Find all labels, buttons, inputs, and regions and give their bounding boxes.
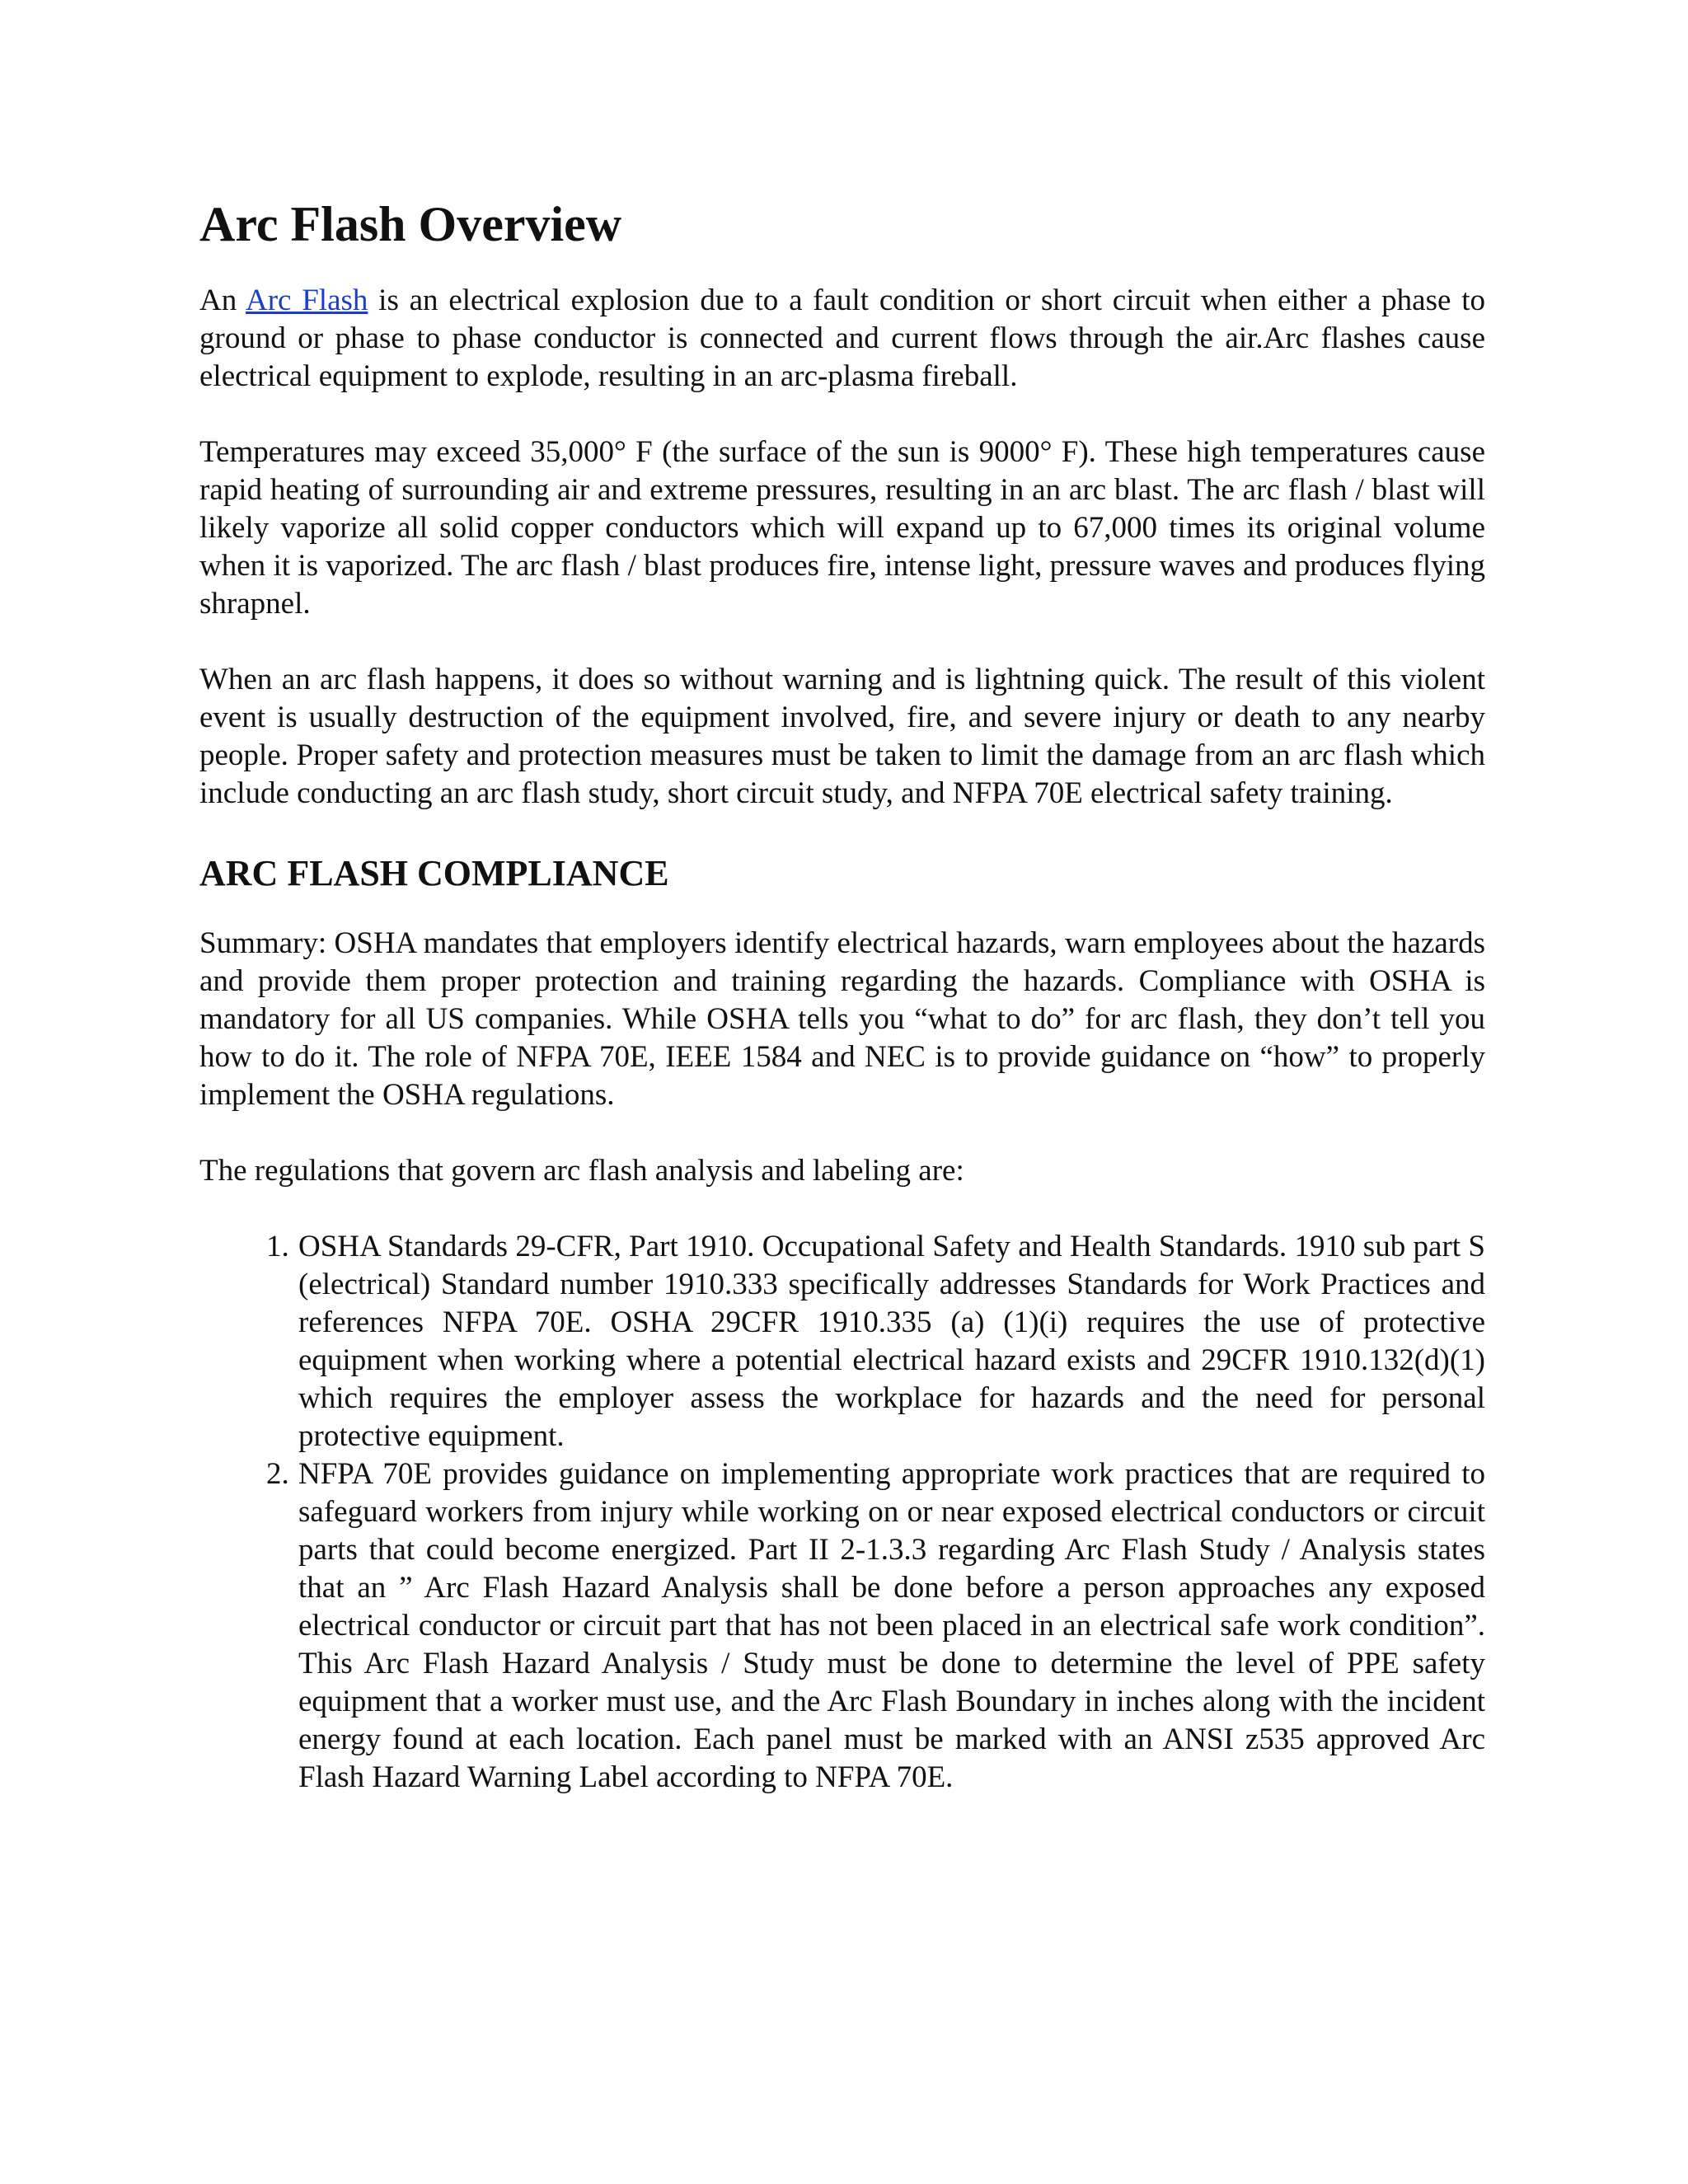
arc-flash-link[interactable]: Arc Flash [245, 284, 368, 317]
document-page [199, 194, 1485, 1797]
paragraph-temperatures: Temperatures may exceed 35,000° F (the surface of the sun is 9000° F). These high temperatures cause rapid heating of surrounding air and extreme pressures, resulting in an arc blast. The arc flash / blast will likely vaporize all solid copper conductors which will expand up to 67,000 times its original volume when it is vaporized. The arc flash / blast produces fire, intense light, pressure waves and produces flying shrapnel. [199, 435, 1485, 621]
paragraph-intro [199, 282, 1485, 396]
section-heading-compliance: ARC FLASH COMPLIANCE [199, 853, 669, 893]
page-title: Arc Flash Overview [199, 197, 622, 251]
list-item-osha: 1. OSHA Standards 29-CFR, Part 1910. Occupational Safety and Health Standards. 1910 sub part S (electrical) Standard number 1910.333 specifically addresses Standards for Work Practices and references NFPA 70E. OSHA 29CFR 1910.335 (a) (1)(i) requires the use of protective equipment when working where a potential electrical hazard exists and 29CFR 1910.132(d)(1) which requires the employer assess the workplace for hazards and the need for personal protective equipment. [297, 1228, 1485, 1455]
regulations-list [199, 1228, 1485, 1797]
paragraph-arc-flash-event: When an arc flash happens, it does so without warning and is lightning quick. The result of this violent event is usually destruction of the equipment involved, fire, and severe injury or death to any nearby people. Proper safety and protection measures must be taken to limit the damage from an arc flash which include conducting an arc flash study, short circuit study, and NFPA 70E electrical safety training. [199, 663, 1485, 810]
intro-rest-text: is an electrical explosion due to a fault condition or short circuit when either a phase to ground or phase to phase conductor is connected and current flows through the air.Arc flashes cause electrical equipment to explode, resulting in an arc-plasma fireball. [199, 284, 1485, 393]
list-item-nfpa: 2. NFPA 70E provides guidance on implementing appropriate work practices that are required to safeguard workers from injury while working on or near exposed electrical conductors or circuit parts that could become energized. Part II 2-1.3.3 regarding Arc Flash Study / Analysis states that an ” Arc Flash Hazard Analysis shall be done before a person approaches any exposed electrical conductor or circuit part that has not been placed in an electrical safe work condition”. This Arc Flash Hazard Analysis / Study must be done to determine the level of PPE safety equipment that a worker must use, and the Arc Flash Boundary in inches along with the incident energy found at each location. Each panel must be marked with an ANSI z535 approved Arc Flash Hazard Warning Label according to NFPA 70E. [297, 1455, 1485, 1797]
paragraph-summary: Summary: OSHA mandates that employers identify electrical hazards, warn employees about the hazards and provide them proper protection and training regarding the hazards. Compliance with OSHA is mandatory for all US companies. While OSHA tells you “what to do” for arc flash, they don’t tell you how to do it. The role of NFPA 70E, IEEE 1584 and NEC is to provide guidance on “how” to properly implement the OSHA regulations. [199, 926, 1485, 1112]
intro-lead-text: An [199, 284, 246, 317]
paragraph-regulations-intro: The regulations that govern arc flash analysis and labeling are: [199, 1154, 964, 1188]
